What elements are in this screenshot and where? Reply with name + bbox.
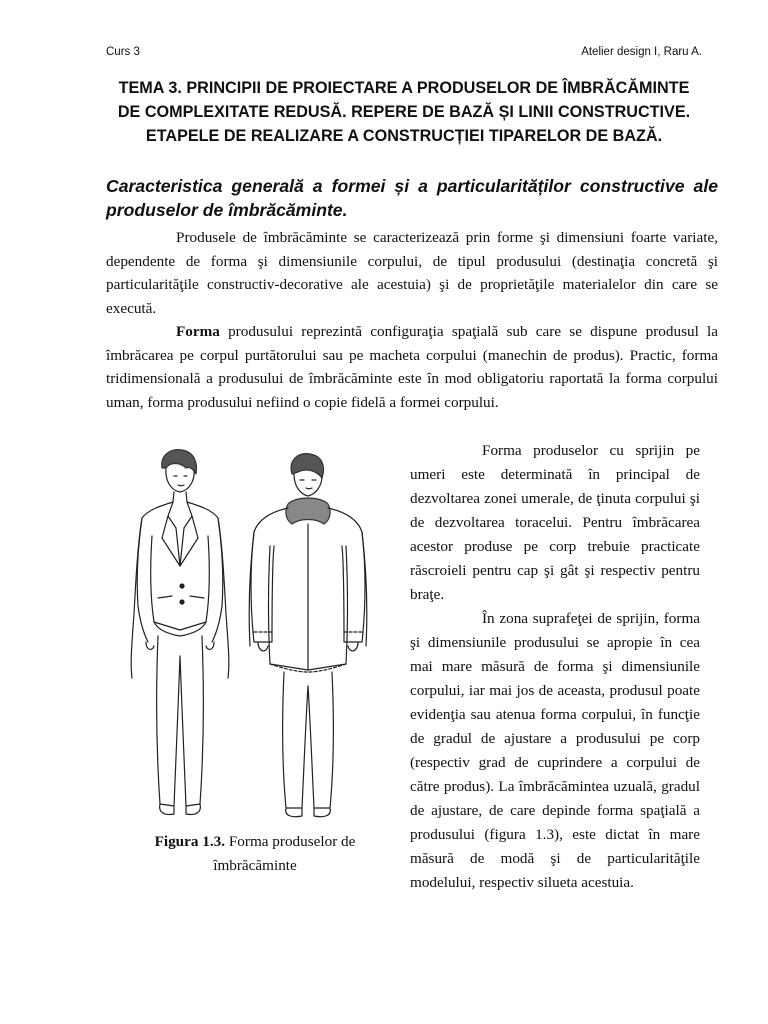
- paragraph-2-lead: Forma: [176, 323, 220, 340]
- title-line-2: DE COMPLEXITATE REDUSĂ. REPERE DE BAZĂ ȘI LINII CONSTRUCTIVE.: [117, 103, 691, 121]
- right-paragraph-1: [410, 439, 700, 607]
- title-line-3: ETAPELE DE REALIZARE A CONSTRUCȚIEI TIPARELOR DE BAZĂ.: [145, 127, 663, 145]
- right-paragraph-1-text: Forma produselor cu sprijin pe umeri este determinată în principal de dezvoltarea zonei umerale, de ţinuta corpului şi de dezvoltarea toracelui. Pentru îmbrăcarea acestor produse pe corp trebuie practicate răscroieli pentru cap şi gât şi respectiv pentru braţe.: [410, 442, 700, 603]
- right-column-text: [410, 439, 700, 895]
- right-paragraph-2: [410, 607, 700, 895]
- figure-fitted-jacket: [131, 450, 229, 815]
- page-title: [90, 76, 718, 148]
- figure-caption: [120, 830, 390, 878]
- header-course: Curs 3: [106, 46, 140, 58]
- paragraph-2-text: produsului reprezintă configuraţia spaţială sub care se dispune produsul la îmbrăcarea pe corpul purtătorului sau pe macheta corpului (manechin de produs). Practic, forma tridimensională a produsului de îmbrăcăminte este în mod obligatoriu raportată la forma corpului uman, forma produsului nefiind o copie fidelă a formei corpului.: [106, 323, 718, 411]
- right-paragraph-2-text: În zona suprafeţei de sprijin, forma şi dimensiunile produsului se apropie în cea mai mare măsură de forma şi dimensiunile corpului, iar mai jos de aceasta, produsul poate evidenţia sau atenua forma corpului, în funcţie de gradul de ajustare a produsului pe corp (respectiv grad de cuprindere a corpului de către produs). La îmbrăcămintea uzuală, gradul de ajustare, de care depinde forma spaţială a produsului (figura 1.3), este dictat în mare măsură de modă şi de particularităţile modelului, respectiv silueta acestuia.: [410, 610, 700, 891]
- paragraph-1-text: Produsele de îmbrăcăminte se caracterizează prin forme şi dimensiuni foarte variate, dependente de forma şi dimensiunile corpului, de tipul produsului (destinaţia concretă şi particularităţile constructiv-decorative ale acestuia) şi de proprietăţile materialelor din care se execută.: [106, 229, 718, 317]
- figure-loose-jacket: [249, 454, 367, 817]
- paragraph-2: [106, 320, 718, 414]
- paragraph-1: [106, 226, 718, 320]
- header-author: Atelier design I, Raru A.: [581, 46, 702, 58]
- figure-caption-text: Forma produselor de îmbrăcăminte: [213, 833, 356, 874]
- figure-label: Figura 1.3.: [154, 833, 226, 850]
- title-line-1: TEMA 3. PRINCIPII DE PROIECTARE A PRODUSELOR DE ÎMBRĂCĂMINTE: [118, 79, 690, 97]
- section-subheading: Caracteristica generală a formei și a particularităților constructive ale produselor de îmbrăcăminte.: [106, 176, 718, 220]
- figure-illustration: [110, 446, 390, 826]
